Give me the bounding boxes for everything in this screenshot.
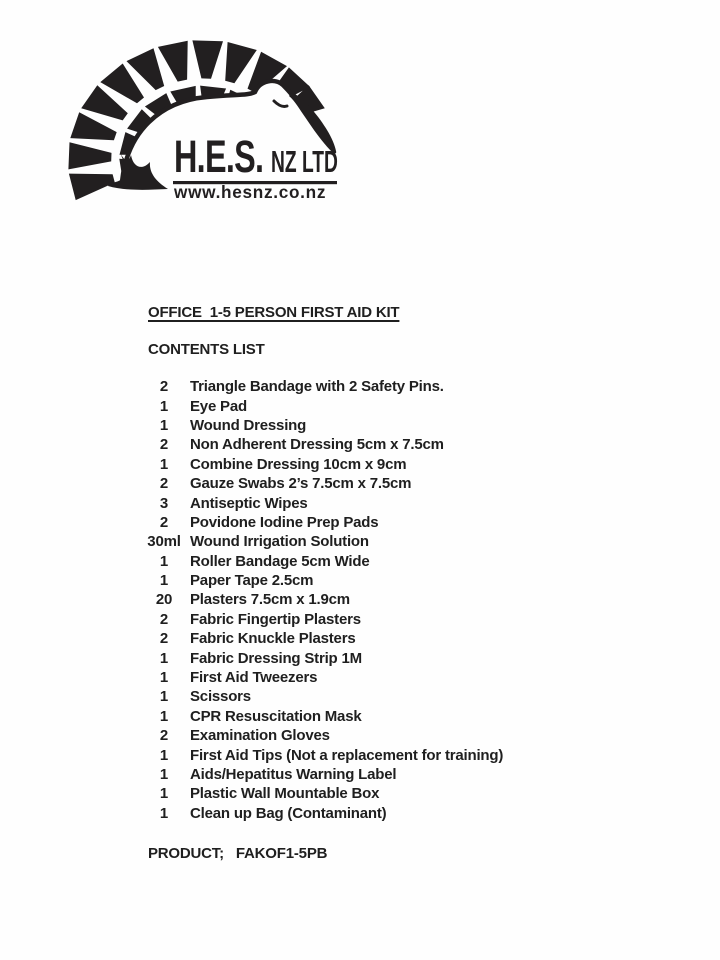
list-item [0,707,720,726]
list-item [0,513,720,532]
item-qty: 30ml [147,533,181,551]
list-item [0,571,720,590]
product-label: PRODUCT; [148,845,224,862]
document-title: OFFICE 1-5 PERSON FIRST AID KIT [148,304,400,321]
item-name: Wound Dressing [190,416,307,434]
list-item [0,590,720,609]
list-item [0,377,720,396]
item-name: Wound Irrigation Solution [190,533,369,551]
item-qty: 1 [159,785,169,803]
item-qty: 2 [159,610,169,628]
company-logo [55,22,355,220]
item-name: Triangle Bandage with 2 Safety Pins. [190,378,444,396]
item-name: Examination Gloves [190,727,330,745]
list-item [0,435,720,454]
item-qty: 1 [159,707,169,725]
list-item [0,804,720,823]
item-qty: 1 [159,688,169,706]
item-qty: 1 [159,746,169,764]
item-qty: 2 [159,378,169,396]
item-qty: 1 [159,649,169,667]
item-name: CPR Resuscitation Mask [190,707,362,725]
list-item [0,610,720,629]
logo-company-suffix-text: NZ LTD [271,145,338,180]
list-item [0,396,720,415]
item-qty: 20 [155,591,173,609]
item-qty: 1 [159,455,169,473]
item-qty: 2 [159,513,169,531]
list-item [0,474,720,493]
item-qty: 1 [159,552,169,570]
item-qty: 1 [159,804,169,822]
item-qty: 1 [159,416,169,434]
item-qty: 3 [159,494,169,512]
item-name: Paper Tape 2.5cm [190,572,314,590]
contents-list-heading: CONTENTS LIST [148,341,265,358]
item-name: Scissors [190,688,251,706]
logo-company-text: H.E.S. [174,132,264,183]
logo-website-text: www.hesnz.co.nz [174,182,327,202]
list-item [0,726,720,745]
item-name: Roller Bandage 5cm Wide [190,552,370,570]
list-item [0,629,720,648]
item-qty: 2 [159,630,169,648]
item-name: Plasters 7.5cm x 1.9cm [190,591,350,609]
list-item [0,455,720,474]
list-item [0,687,720,706]
item-name: Eye Pad [190,397,247,415]
list-item [0,784,720,803]
list-item [0,532,720,551]
item-name: First Aid Tips (Not a replacement for training) [190,746,504,764]
product-line [148,845,327,862]
product-code: FAKOF1-5PB [235,845,328,862]
item-qty: 1 [159,572,169,590]
item-name: Non Adherent Dressing 5cm x 7.5cm [190,436,444,454]
item-qty: 1 [159,669,169,687]
item-name: Aids/Hepatitus Warning Label [190,766,397,783]
contents-list [0,377,720,823]
item-name: Gauze Swabs 2’s 7.5cm x 7.5cm [190,475,412,493]
item-name: Fabric Dressing Strip 1M [190,649,362,667]
item-name: Combine Dressing 10cm x 9cm [190,455,407,473]
list-item [0,668,720,687]
item-qty: 2 [159,436,169,454]
item-name: Fabric Fingertip Plasters [190,610,361,628]
item-name: Povidone Iodine Prep Pads [190,513,379,531]
list-item [0,648,720,667]
item-name: Clean up Bag (Contaminant) [190,804,387,822]
list-item [0,552,720,571]
item-qty: 2 [159,475,169,493]
list-item [0,765,720,784]
item-qty: 2 [159,727,169,745]
item-name: Fabric Knuckle Plasters [190,630,356,648]
list-item [0,745,720,764]
item-name: Plastic Wall Mountable Box [190,785,380,803]
item-qty: 1 [159,397,169,415]
item-name: Antiseptic Wipes [190,494,308,512]
item-qty: 1 [159,766,169,783]
list-item [0,416,720,435]
item-name: First Aid Tweezers [190,669,318,687]
list-item [0,493,720,512]
